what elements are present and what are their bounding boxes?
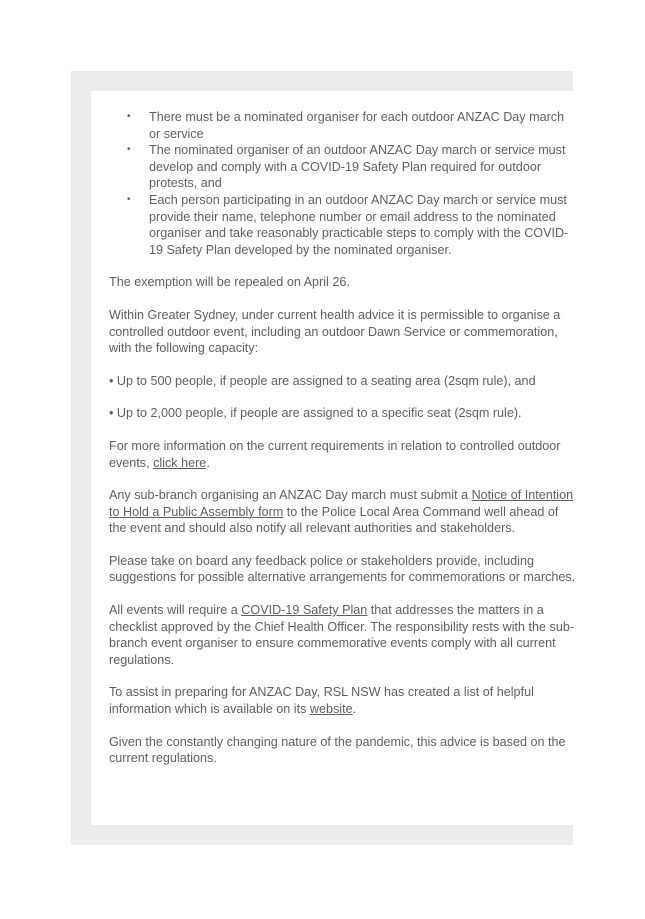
bullet-icon: • — [127, 193, 131, 205]
list-item — [109, 109, 577, 142]
paragraph-text: to the Police Local Area Command well ahead of the event and should also notify all relevant authorities and stakeholders. — [109, 504, 559, 536]
paragraph-text: . — [352, 702, 357, 717]
paragraph-more-info — [109, 438, 577, 471]
bullet-icon: • — [127, 144, 131, 156]
article-body — [109, 109, 577, 767]
public-assembly-form-link[interactable]: Notice of Intention to Hold a Public Assembly form — [109, 488, 574, 519]
list-item-text: Each person participating in an outdoor ANZAC Day march or service must provide their name, telephone number or email address to the nominated organiser and take reasonably practicable steps to comply with the COVID-19 Safety Plan developed by the nominated organiser. — [149, 192, 569, 257]
paragraph-safety-plan — [109, 602, 577, 668]
paragraph-text: . — [206, 455, 210, 470]
paragraph-text: All events will require a — [109, 603, 242, 618]
list-item — [109, 192, 577, 258]
list-item-text: There must be a nominated organiser for each outdoor ANZAC Day march or service — [149, 110, 565, 141]
paragraph-exemption: The exemption will be repealed on April 26. — [109, 275, 350, 290]
paragraph-capacity-500: • Up to 500 people, if people are assigned to a seating area (2sqm rule), and — [109, 373, 536, 388]
list-item-text: The nominated organiser of an outdoor ANZAC Day march or service must develop and comply with a COVID-19 Safety Plan required for outdoor protests, and — [149, 143, 566, 191]
website-link[interactable]: website — [309, 702, 353, 717]
click-here-link[interactable]: click here — [153, 455, 207, 470]
paragraph-notice — [109, 487, 577, 537]
paragraph-text: To assist in preparing for ANZAC Day, RSL NSW has created a list of helpful information which is available on its — [109, 685, 534, 717]
paragraph-capacity-2000: • Up to 2,000 people, if people are assigned to a specific seat (2sqm rule). — [109, 406, 522, 421]
paragraph-text: For more information on the current requirements in relation to controlled outdoor events, — [109, 438, 561, 470]
covid-safety-plan-link[interactable]: COVID-19 Safety Plan — [241, 603, 368, 618]
requirements-list — [109, 109, 577, 258]
list-item — [109, 142, 577, 192]
paragraph-rsl-info — [109, 684, 577, 717]
paragraph-feedback: Please take on board any feedback police or stakeholders provide, including suggestions for possible alternative arrangements for commemorations or marches. — [109, 553, 576, 585]
paragraph-text: that addresses the matters in a checklist approved by the Chief Health Officer. The responsibility rests with the sub-branch event organiser to ensure commemorative events comply with all current regulations. — [109, 603, 575, 667]
paragraph-disclaimer: Given the constantly changing nature of the pandemic, this advice is based on the current regulations. — [109, 734, 566, 766]
paragraph-capacity: Within Greater Sydney, under current health advice it is permissible to organise a controlled outdoor event, including an outdoor Dawn Service or commemoration, with the following capacity: — [109, 307, 561, 356]
paragraph-text: Any sub-branch organising an ANZAC Day march must submit a — [109, 488, 472, 503]
bullet-icon: • — [127, 111, 131, 122]
